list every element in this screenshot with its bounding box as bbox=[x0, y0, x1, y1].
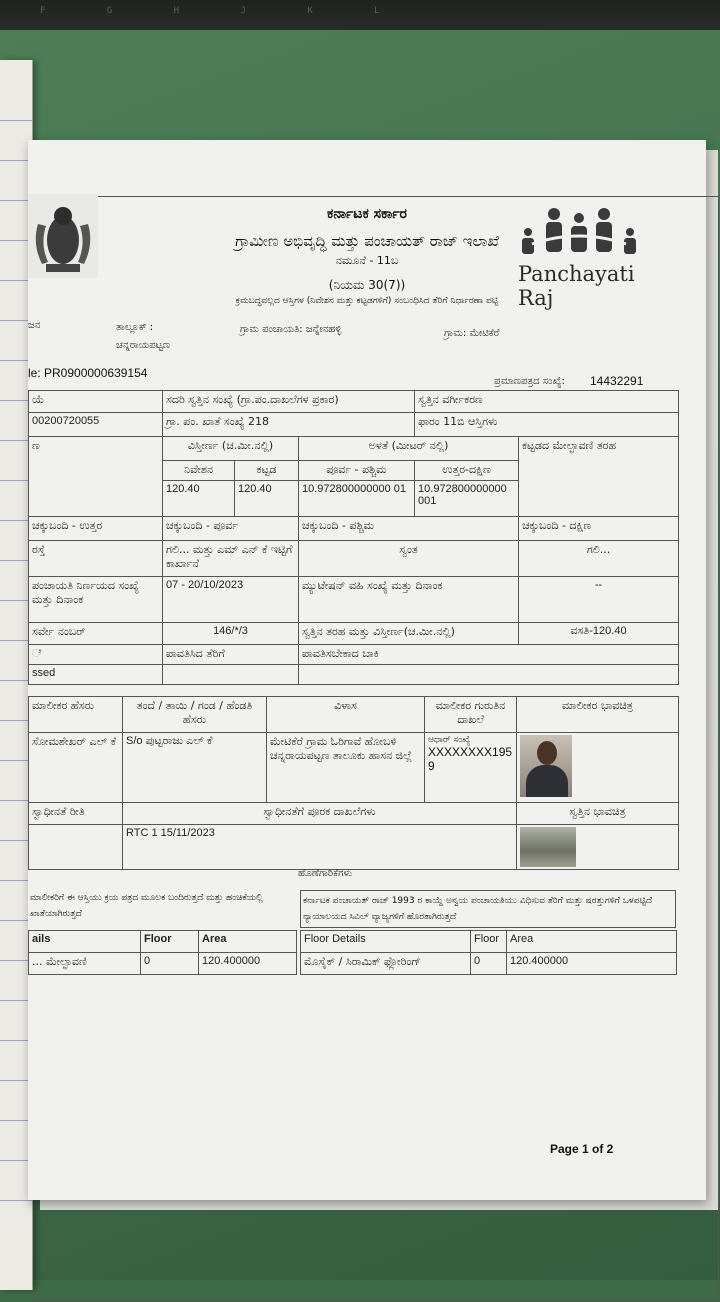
floor-details-header: Floor Details bbox=[301, 931, 471, 953]
floor-header: Floor bbox=[141, 931, 199, 953]
owner-id-label: ಮಾಲೀಕರ ಗುರುತಿನ ದಾಖಲೆ bbox=[425, 697, 517, 733]
north-boundary-label: ಚಕ್ಕುಬಂದಿ - ಉತ್ತರ bbox=[29, 517, 163, 541]
keyboard-edge: F G H J K L bbox=[0, 0, 720, 40]
survey-value: 146/*/3 bbox=[163, 623, 299, 645]
survey-label: ಸರ್ವೇ ನಂಬರ್ bbox=[29, 623, 163, 645]
govt-title: ಕರ್ನಾಟಕ ಸರ್ಕಾರ bbox=[327, 206, 407, 222]
floor-header: Floor bbox=[471, 931, 507, 953]
ownership-docs-label: ಸ್ವಾಧೀನತೆಗೆ ಪೂರಕ ದಾಖಲೆಗಳು bbox=[123, 803, 517, 825]
mutation-value: -- bbox=[519, 577, 679, 623]
address-label: ವಿಳಾಸ bbox=[267, 697, 425, 733]
classification-value: ಫಾರಂ 11ಬಿ ಆಸ್ತಿಗಳು bbox=[415, 413, 679, 437]
row-label-cut: ಯೆ bbox=[29, 391, 163, 413]
certificate-label: ಪ್ರಮಾಣಪತ್ರದ ಸಂಖ್ಯೆ: bbox=[494, 376, 565, 387]
resolution-label: ಪಂಚಾಯತಿ ನಿರ್ಣಯದ ಸಂಖ್ಯೆ ಮತ್ತು ದಿನಾಂಕ bbox=[29, 577, 163, 623]
property-type-label: ಸ್ವತ್ತಿನ ತರಹ ಮತ್ತು ವಿಸ್ತೀರ್ಣ(ಚ.ಮೀ.ನಲ್ಲಿ) bbox=[299, 623, 519, 645]
area-header: Area bbox=[199, 931, 297, 953]
mutation-label: ಮ್ಯುಟೇಷನ್ ವಹಿ ಸಂಖ್ಯೆ ಮತ್ತು ದಿನಾಂಕ bbox=[299, 577, 519, 623]
property-table bbox=[28, 390, 679, 685]
aadhaar-label: ಆಧಾರ್ ಸಂಖ್ಯೆ bbox=[428, 735, 471, 745]
row-label-cut: ಣ bbox=[29, 437, 163, 517]
owner-photo bbox=[520, 735, 572, 797]
building-area-value: 120.40 bbox=[235, 481, 299, 517]
ownership-docs-value: RTC 1 15/11/2023 bbox=[123, 825, 517, 870]
department-title: ಗ್ರಾಮೀಣ ಅಭಿವೃದ್ಧಿ ಮತ್ತು ಪಂಚಾಯತ್ ರಾಜ್ ಇಲಾಖೆ bbox=[235, 232, 499, 250]
gram-panchayat: ಗ್ರಾಮ ಪಂಚಾಯತಿ: ಜನ್ನೇನಹಳ್ಳಿ bbox=[240, 324, 342, 335]
property-photo-label: ಸ್ವತ್ತಿನ ಭಾವಚಿತ್ರ bbox=[517, 803, 679, 825]
floor-details-header-cut: ails bbox=[29, 931, 141, 953]
parent-name-label: ತಂದೆ / ತಾಯಿ / ಗಂಡ / ಹೆಂಡತಿ ಹೆಸರು bbox=[123, 697, 267, 733]
property-type-value: ವಸತಿ-120.40 bbox=[519, 623, 679, 645]
file-number: le: PR0900000639154 bbox=[28, 366, 148, 380]
owner-name-value: ಸೋಮಶೇಖರ್ ಎಲ್ ಕೆ bbox=[29, 733, 123, 803]
district-label-cut: ಜನ bbox=[28, 320, 41, 331]
east-boundary-label: ಚಕ್ಕುಬಂದಿ - ಪೂರ್ವ bbox=[163, 517, 299, 541]
liabilities-right-text: ಕರ್ನಾಟಕ ಪಂಚಾಯತ್ ರಾಜ್ 1993 ರ ಕಾಯ್ದೆ ಅನ್ವಯ ಪಂಚಾಯತಿಯು ವಿಧಿಸುವ ತೆರಿಗೆ ಮತ್ತು ಷರತ್ತುಗಳಿಗೆ ಒಳಪಟ್ಟಿದೆ ನ್ಯಾಯಾಲಯದ ಸಿವಿಲ್ ವ್ಯಾಜ್ಯಗಳಿಗೆ ಹೊರತಾಗಿರುತ್ತದೆ bbox=[300, 890, 676, 928]
east-boundary-value: ಗಲಿ... ಮತ್ತು ಎಮ್ ಎನ್ ಕೆ ಇಟ್ಟಿಗೆ ಕಾರ್ಖಾನೆ bbox=[163, 541, 299, 577]
west-boundary-label: ಚಕ್ಕುಬಂದಿ - ಪಶ್ಚಿಮ bbox=[299, 517, 519, 541]
liabilities-label: ಹೊಣೆಗಾರಿಕೆಗಳು bbox=[298, 868, 353, 879]
south-boundary-value: ಗಲಿ... bbox=[519, 541, 679, 577]
roof-type-header: ಕಟ್ಟಡದ ಮೇಲ್ಛಾವಣಿ ತರಹ bbox=[519, 437, 679, 517]
khata-number-value: ಗ್ರಾ. ಪಂ. ಖಾತೆ ಸಂಖ್ಯೆ 218 bbox=[163, 413, 415, 437]
north-south-value: 10.972800000000 001 bbox=[415, 481, 519, 517]
floor-detail-value: ... ಮೇಲ್ಛಾವಣಿ bbox=[29, 953, 141, 975]
site-area-value: 120.40 bbox=[163, 481, 235, 517]
tax-paid-label: ಪಾವತಿಸಿದ ತೆರಿಗೆ bbox=[163, 645, 299, 665]
form-number: ನಮೂನೆ - 11ಬ bbox=[335, 254, 399, 267]
area-header: ವಿಸ್ತೀರ್ಣ (ಚ.ಮೀ.ನಲ್ಲಿ) bbox=[163, 437, 299, 461]
east-west-label: ಪೂರ್ವ - ಪಶ್ಚಿಮ bbox=[299, 461, 415, 481]
taluk-label: ತಾಲ್ಲೂಕ್ : bbox=[116, 322, 154, 333]
south-boundary-label: ಚಕ್ಕುಬಂದಿ - ದಕ್ಷಿಣ bbox=[519, 517, 679, 541]
taluk-value: ಚನ್ನರಾಯಪಟ್ಟಣ bbox=[116, 340, 171, 351]
aadhaar-value: XXXXXXXX1959 bbox=[428, 745, 513, 773]
parent-name-value: S/o ಪುಟ್ಟರಾಜು ಎಲ್ ಕೆ bbox=[123, 733, 267, 803]
floor-area-value: 120.400000 bbox=[199, 953, 297, 975]
north-south-label: ಉತ್ತರ-ದಕ್ಷಿಣ bbox=[415, 461, 519, 481]
property-id-value: 00200720055 bbox=[29, 413, 163, 437]
property-number-label: ಸದರಿ ಸ್ವತ್ತಿನ ಸಂಖ್ಯೆ (ಗ್ರಾ.ಪಂ.ದಾಖಲೆಗಳ ಪ್ರಕಾರ) bbox=[163, 391, 415, 413]
row-label-cut: ೆ bbox=[29, 645, 163, 665]
owner-photo-label: ಮಾಲೀಕರ ಭಾವಚಿತ್ರ bbox=[517, 697, 679, 733]
ownership-type-label: ಸ್ವಾಧೀನತೆ ರೀತಿ bbox=[29, 803, 123, 825]
area-header: Area bbox=[507, 931, 677, 953]
page-number: Page 1 of 2 bbox=[550, 1142, 614, 1156]
certificate-number: 14432291 bbox=[590, 374, 644, 388]
resolution-value: 07 - 20/10/2023 bbox=[163, 577, 299, 623]
north-boundary-value: ರಸ್ತೆ bbox=[29, 541, 163, 577]
building-area-label: ಕಟ್ಟಡ bbox=[235, 461, 299, 481]
floor-table-left bbox=[28, 930, 297, 975]
property-photo bbox=[520, 827, 576, 867]
floor-value: 0 bbox=[471, 953, 507, 975]
liabilities-left-text: ಮಾಲೀಕರಿಗೆ ಈ ಆಸ್ತಿಯು ಕ್ರಯ ಪತ್ರದ ಮೂಲಕ ಬಂದಿರುತ್ತದೆ ಮತ್ತು ಹಂಚಿಕೆಯಲ್ಲಿ ಖಾತೆಯಾಗಿರುತ್ತದೆ bbox=[30, 893, 263, 919]
row-label-cut: ssed bbox=[29, 665, 163, 685]
village: ಗ್ರಾಮ: ಮೇಟಿಕೆರೆ bbox=[444, 328, 500, 339]
site-area-label: ನಿವೇಶನ bbox=[163, 461, 235, 481]
east-west-value: 10.972800000000 01 bbox=[299, 481, 415, 517]
floor-table-right bbox=[300, 930, 677, 975]
classification-label: ಸ್ವತ್ತಿನ ವರ್ಗೀಕರಣ bbox=[415, 391, 679, 413]
rule-number: (ನಿಯಮ 30(7)) bbox=[328, 278, 406, 292]
form-subtitle: ಕ್ರಮಬದ್ಧವಲ್ಲದ ಆಸ್ತಿಗಳ (ನಿವೇಶನ ಮತ್ತು ಕಟ್ಟಡಗಳಿಗೆ) ಸಂಬಂಧಿಸಿದ ತೆರಿಗೆ ನಿರ್ಧಾರಣಾ ಪಟ್ಟಿ bbox=[235, 296, 499, 306]
dimensions-header: ಅಳತೆ (ಮೀಟರ್ ನಲ್ಲಿ) bbox=[299, 437, 519, 461]
document-page bbox=[28, 140, 706, 1200]
owner-table bbox=[28, 696, 679, 870]
tax-due-label: ಪಾವತಿಸಬೇಕಾದ ಬಾಕಿ bbox=[299, 645, 679, 665]
floor-detail-value: ಮೊಸೈಕ್ / ಸಿರಾಮಿಕ್ ಫ್ಲೋರಿಂಗ್ bbox=[301, 953, 471, 975]
west-boundary-value: ಸ್ವಂತ bbox=[299, 541, 519, 577]
floor-area-value: 120.400000 bbox=[507, 953, 677, 975]
owner-name-label: ಮಾಲೀಕರ ಹೆಸರು bbox=[29, 697, 123, 733]
floor-value: 0 bbox=[141, 953, 199, 975]
address-value: ಮೇಟಿಕೆರೆ ಗ್ರಾಮ ಓರಿಗಾವೆ ಹೋಬಳಿ ಚನ್ನರಾಯಪಟ್ಟಣ ತಾಲೂಕು ಹಾಸನ ಜಿಲ್ಲೆ bbox=[267, 733, 425, 803]
panchayati-raj-text: Panchayati Raj bbox=[518, 262, 635, 310]
